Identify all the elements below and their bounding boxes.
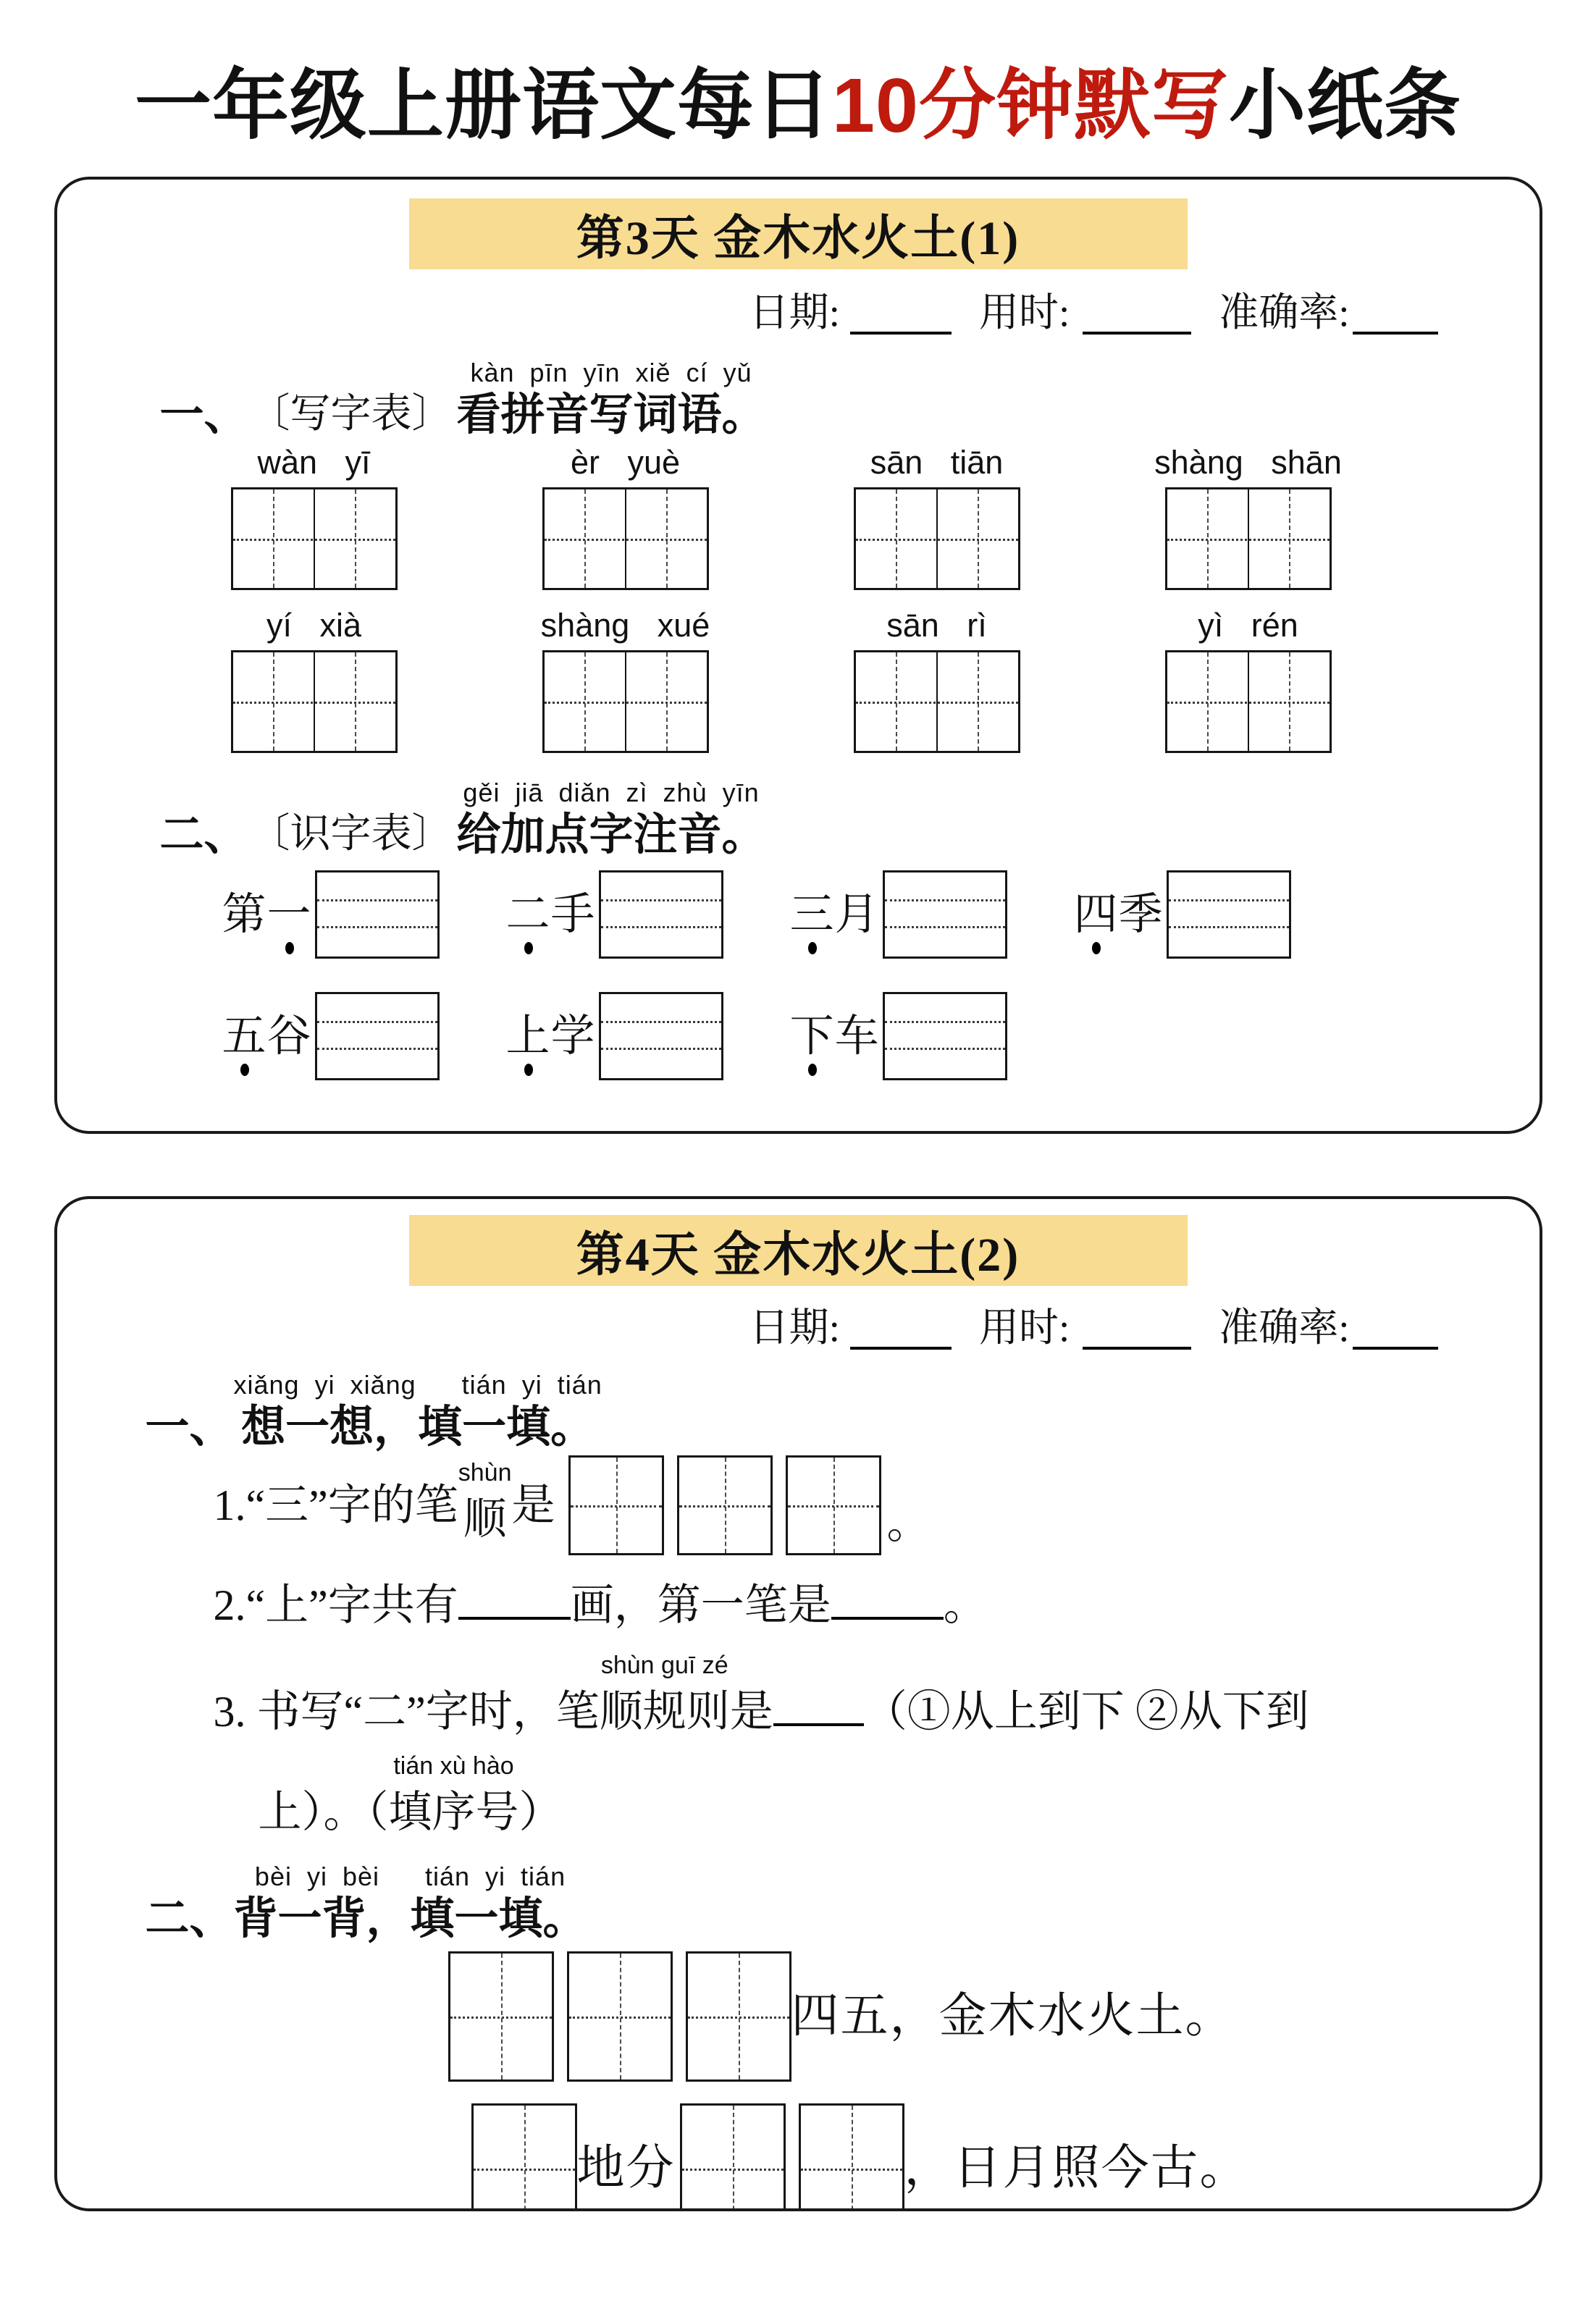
- section-title: 给加点字注音。: [456, 810, 766, 859]
- page-title-highlight: 10分钟默写: [832, 63, 1229, 148]
- char-dotted: 上: [505, 1012, 551, 1061]
- pinyin-answer-box[interactable]: [1167, 870, 1291, 959]
- pinyin-word-group: [231, 446, 398, 590]
- answer-blank[interactable]: [773, 1689, 864, 1726]
- fill-in-grid[interactable]: [567, 1951, 673, 2082]
- recite-line-2: [471, 2103, 1540, 2211]
- fill-in-grid[interactable]: [471, 2103, 577, 2211]
- writing-grid[interactable]: [231, 487, 398, 590]
- grid-cell[interactable]: [1167, 652, 1248, 751]
- grid-cell[interactable]: [936, 652, 1018, 751]
- annotation-row-2: [222, 992, 1540, 1080]
- recite-line-1: [448, 1951, 1540, 2082]
- section-pinyin: gěi jiā diǎn zì zhù yīn: [463, 778, 760, 808]
- page-title-left: 一年级上册语文每日: [135, 63, 833, 148]
- section-title: 看拼音写词语。: [456, 390, 766, 440]
- section-number: 一、: [159, 390, 248, 440]
- grid-cell[interactable]: [545, 652, 625, 751]
- accuracy-blank[interactable]: [1353, 294, 1438, 335]
- pinyin-word-label: wàn yī: [257, 444, 371, 482]
- annotation-item: [790, 870, 1007, 959]
- grid-cell[interactable]: [856, 652, 936, 751]
- pinyin-word-label: shàng xué: [540, 607, 710, 644]
- fill-in-grid[interactable]: [686, 1951, 791, 2082]
- section-number: 一、: [145, 1402, 234, 1452]
- char-dotted: 三: [789, 890, 835, 939]
- stroke-order-grid[interactable]: [786, 1455, 881, 1555]
- pinyin-word-label: sān tiān: [870, 444, 1004, 482]
- pinyin-word-group: [542, 609, 709, 753]
- pinyin-word-group: [854, 609, 1020, 753]
- annotation-item: [222, 870, 440, 959]
- time-blank[interactable]: [1083, 1309, 1191, 1350]
- grid-cell[interactable]: [856, 489, 936, 588]
- char-dotted: 五: [222, 1012, 267, 1061]
- question-2: [214, 1574, 1540, 1637]
- pinyin-word-label: èr yuè: [570, 444, 681, 482]
- fill-in-grid[interactable]: [680, 2103, 786, 2211]
- question-text: 是: [511, 1481, 555, 1529]
- day3-section1-header: [159, 358, 1540, 440]
- annotation-item: [506, 870, 723, 959]
- recite-text: 地分: [576, 2142, 676, 2195]
- pinyin-answer-box[interactable]: [883, 992, 1007, 1080]
- char-plain: 手: [550, 890, 596, 939]
- pinyin-word-group: [1154, 444, 1342, 590]
- grid-cell[interactable]: [314, 489, 395, 588]
- time-label: 用时:: [978, 1305, 1070, 1350]
- pinyin-word-group: [854, 446, 1020, 590]
- accuracy-blank[interactable]: [1353, 1309, 1438, 1350]
- grid-cell[interactable]: [545, 489, 625, 588]
- char-plain: 月: [834, 890, 880, 939]
- pinyin-word-label: yí xià: [266, 607, 362, 644]
- section-pinyin: kàn pīn yīn xiě cí yǔ: [470, 358, 752, 388]
- pinyin-word-row-2: [231, 609, 1540, 753]
- char-plain: 第: [222, 890, 267, 939]
- day4-card: [54, 1196, 1542, 2211]
- date-label: 日期:: [749, 290, 840, 335]
- date-blank[interactable]: [850, 294, 952, 335]
- writing-grid[interactable]: [231, 650, 398, 753]
- ruby-pinyin: shùn guī zé: [600, 1652, 728, 1680]
- question-text: 3. 书写“二”字时，笔: [213, 1688, 600, 1736]
- grid-cell[interactable]: [233, 489, 314, 588]
- grid-cell[interactable]: [625, 489, 707, 588]
- time-blank[interactable]: [1083, 294, 1191, 335]
- annotation-row-1: [222, 870, 1540, 959]
- grid-cell[interactable]: [936, 489, 1018, 588]
- day3-meta-row: [57, 291, 1540, 335]
- pinyin-word-label: shàng shān: [1154, 444, 1342, 482]
- question-text: 。: [886, 1500, 931, 1548]
- section-pinyin: bèi yi bèi tián yi tián: [254, 1862, 566, 1892]
- char-dotted: 二: [505, 890, 551, 939]
- grid-cell[interactable]: [1248, 652, 1330, 751]
- section-number: 二、: [159, 810, 248, 859]
- char-plain: 车: [834, 1012, 880, 1061]
- answer-blank[interactable]: [458, 1582, 571, 1620]
- section-number: 二、: [145, 1893, 234, 1943]
- question-text: 画，第一笔是: [570, 1581, 831, 1630]
- time-label: 用时:: [978, 290, 1070, 335]
- ruby-pinyin: tián xù hào: [393, 1752, 514, 1780]
- day4-banner: 第4天 金木水火土(2): [409, 1215, 1188, 1286]
- recite-text: 四五，金木水火土。: [791, 1990, 1235, 2043]
- accuracy-label: 准确率:: [1219, 290, 1350, 335]
- ruby-char: 顺规则: [599, 1688, 730, 1736]
- pinyin-word-group: [231, 609, 398, 753]
- ruby-char: 填序号: [388, 1788, 519, 1837]
- pinyin-word-label: sān rì: [886, 607, 987, 644]
- writing-grid[interactable]: [1165, 487, 1332, 590]
- day4-section2-header: [146, 1863, 1540, 1941]
- writing-grid[interactable]: [542, 650, 709, 753]
- writing-grid[interactable]: [854, 650, 1020, 753]
- section-tag: 〔写字表〕: [249, 392, 453, 437]
- day4-meta-row: [57, 1306, 1540, 1350]
- question-3-line-2: [259, 1754, 1540, 1844]
- grid-cell[interactable]: [625, 652, 707, 751]
- stroke-order-grid[interactable]: [677, 1455, 773, 1555]
- question-text: 上）。（: [258, 1788, 389, 1837]
- question-text: 1.“三”字的笔: [213, 1481, 458, 1529]
- writing-grid[interactable]: [1165, 650, 1332, 753]
- ruby-pinyin: shùn: [458, 1458, 512, 1487]
- worksheet-page: [0, 62, 1596, 2317]
- question-text: 2.“上”字共有: [213, 1581, 458, 1630]
- pinyin-answer-box[interactable]: [599, 992, 723, 1080]
- section-title: 背一背，填一填。: [233, 1893, 587, 1943]
- recite-text: ，日月照今古。: [904, 2142, 1249, 2195]
- pinyin-answer-box[interactable]: [883, 870, 1007, 959]
- grid-cell[interactable]: [233, 652, 314, 751]
- pinyin-word-row-1: [231, 446, 1540, 590]
- question-3-line-1: [214, 1653, 1540, 1744]
- section-title: 想一想，填一填。: [241, 1402, 595, 1452]
- question-text: 是: [729, 1688, 773, 1736]
- answer-blank[interactable]: [831, 1582, 944, 1620]
- fill-in-grid[interactable]: [799, 2103, 904, 2211]
- pinyin-answer-box[interactable]: [315, 992, 440, 1080]
- date-blank[interactable]: [850, 1309, 952, 1350]
- char-plain: 谷: [266, 1012, 312, 1061]
- question-text: ）: [518, 1788, 563, 1837]
- pinyin-word-group: [1165, 609, 1332, 753]
- fill-in-grid[interactable]: [448, 1951, 554, 2082]
- writing-grid[interactable]: [854, 487, 1020, 590]
- pinyin-answer-box[interactable]: [315, 870, 440, 959]
- accuracy-label: 准确率:: [1219, 1305, 1350, 1350]
- section-tag: 〔识字表〕: [249, 812, 453, 857]
- day3-banner: 第3天 金木水火土(1): [409, 198, 1188, 269]
- day3-section2-header: [160, 779, 1540, 857]
- annotation-item: [506, 992, 723, 1080]
- day3-card: [54, 177, 1542, 1134]
- char-plain: 学: [550, 1012, 596, 1061]
- stroke-order-grid[interactable]: [568, 1455, 664, 1555]
- ruby-char: 顺: [463, 1494, 507, 1543]
- char-dotted: 下: [789, 1012, 835, 1061]
- page-title: [0, 62, 1596, 151]
- writing-grid[interactable]: [542, 487, 709, 590]
- annotation-item: [1074, 870, 1291, 959]
- pinyin-word-group: [542, 446, 709, 590]
- day4-section1-header: [146, 1371, 1540, 1450]
- char-dotted: 一: [266, 890, 312, 939]
- question-options: （①从上到下 ②从下到: [863, 1688, 1309, 1736]
- question-text: 。: [943, 1581, 987, 1630]
- annotation-item: [790, 992, 1007, 1080]
- pinyin-word-label: yì rén: [1198, 607, 1298, 644]
- char-dotted: 四: [1073, 890, 1119, 939]
- date-label: 日期:: [749, 1305, 840, 1350]
- pinyin-answer-box[interactable]: [599, 870, 723, 959]
- grid-cell[interactable]: [1248, 489, 1330, 588]
- section-pinyin: xiǎng yi xiǎng tián yi tián: [233, 1370, 602, 1400]
- page-title-right: 小纸条: [1228, 63, 1461, 148]
- question-1: [214, 1455, 1540, 1555]
- annotation-item: [222, 992, 440, 1080]
- grid-cell[interactable]: [1167, 489, 1248, 588]
- grid-cell[interactable]: [314, 652, 395, 751]
- char-plain: 季: [1118, 890, 1164, 939]
